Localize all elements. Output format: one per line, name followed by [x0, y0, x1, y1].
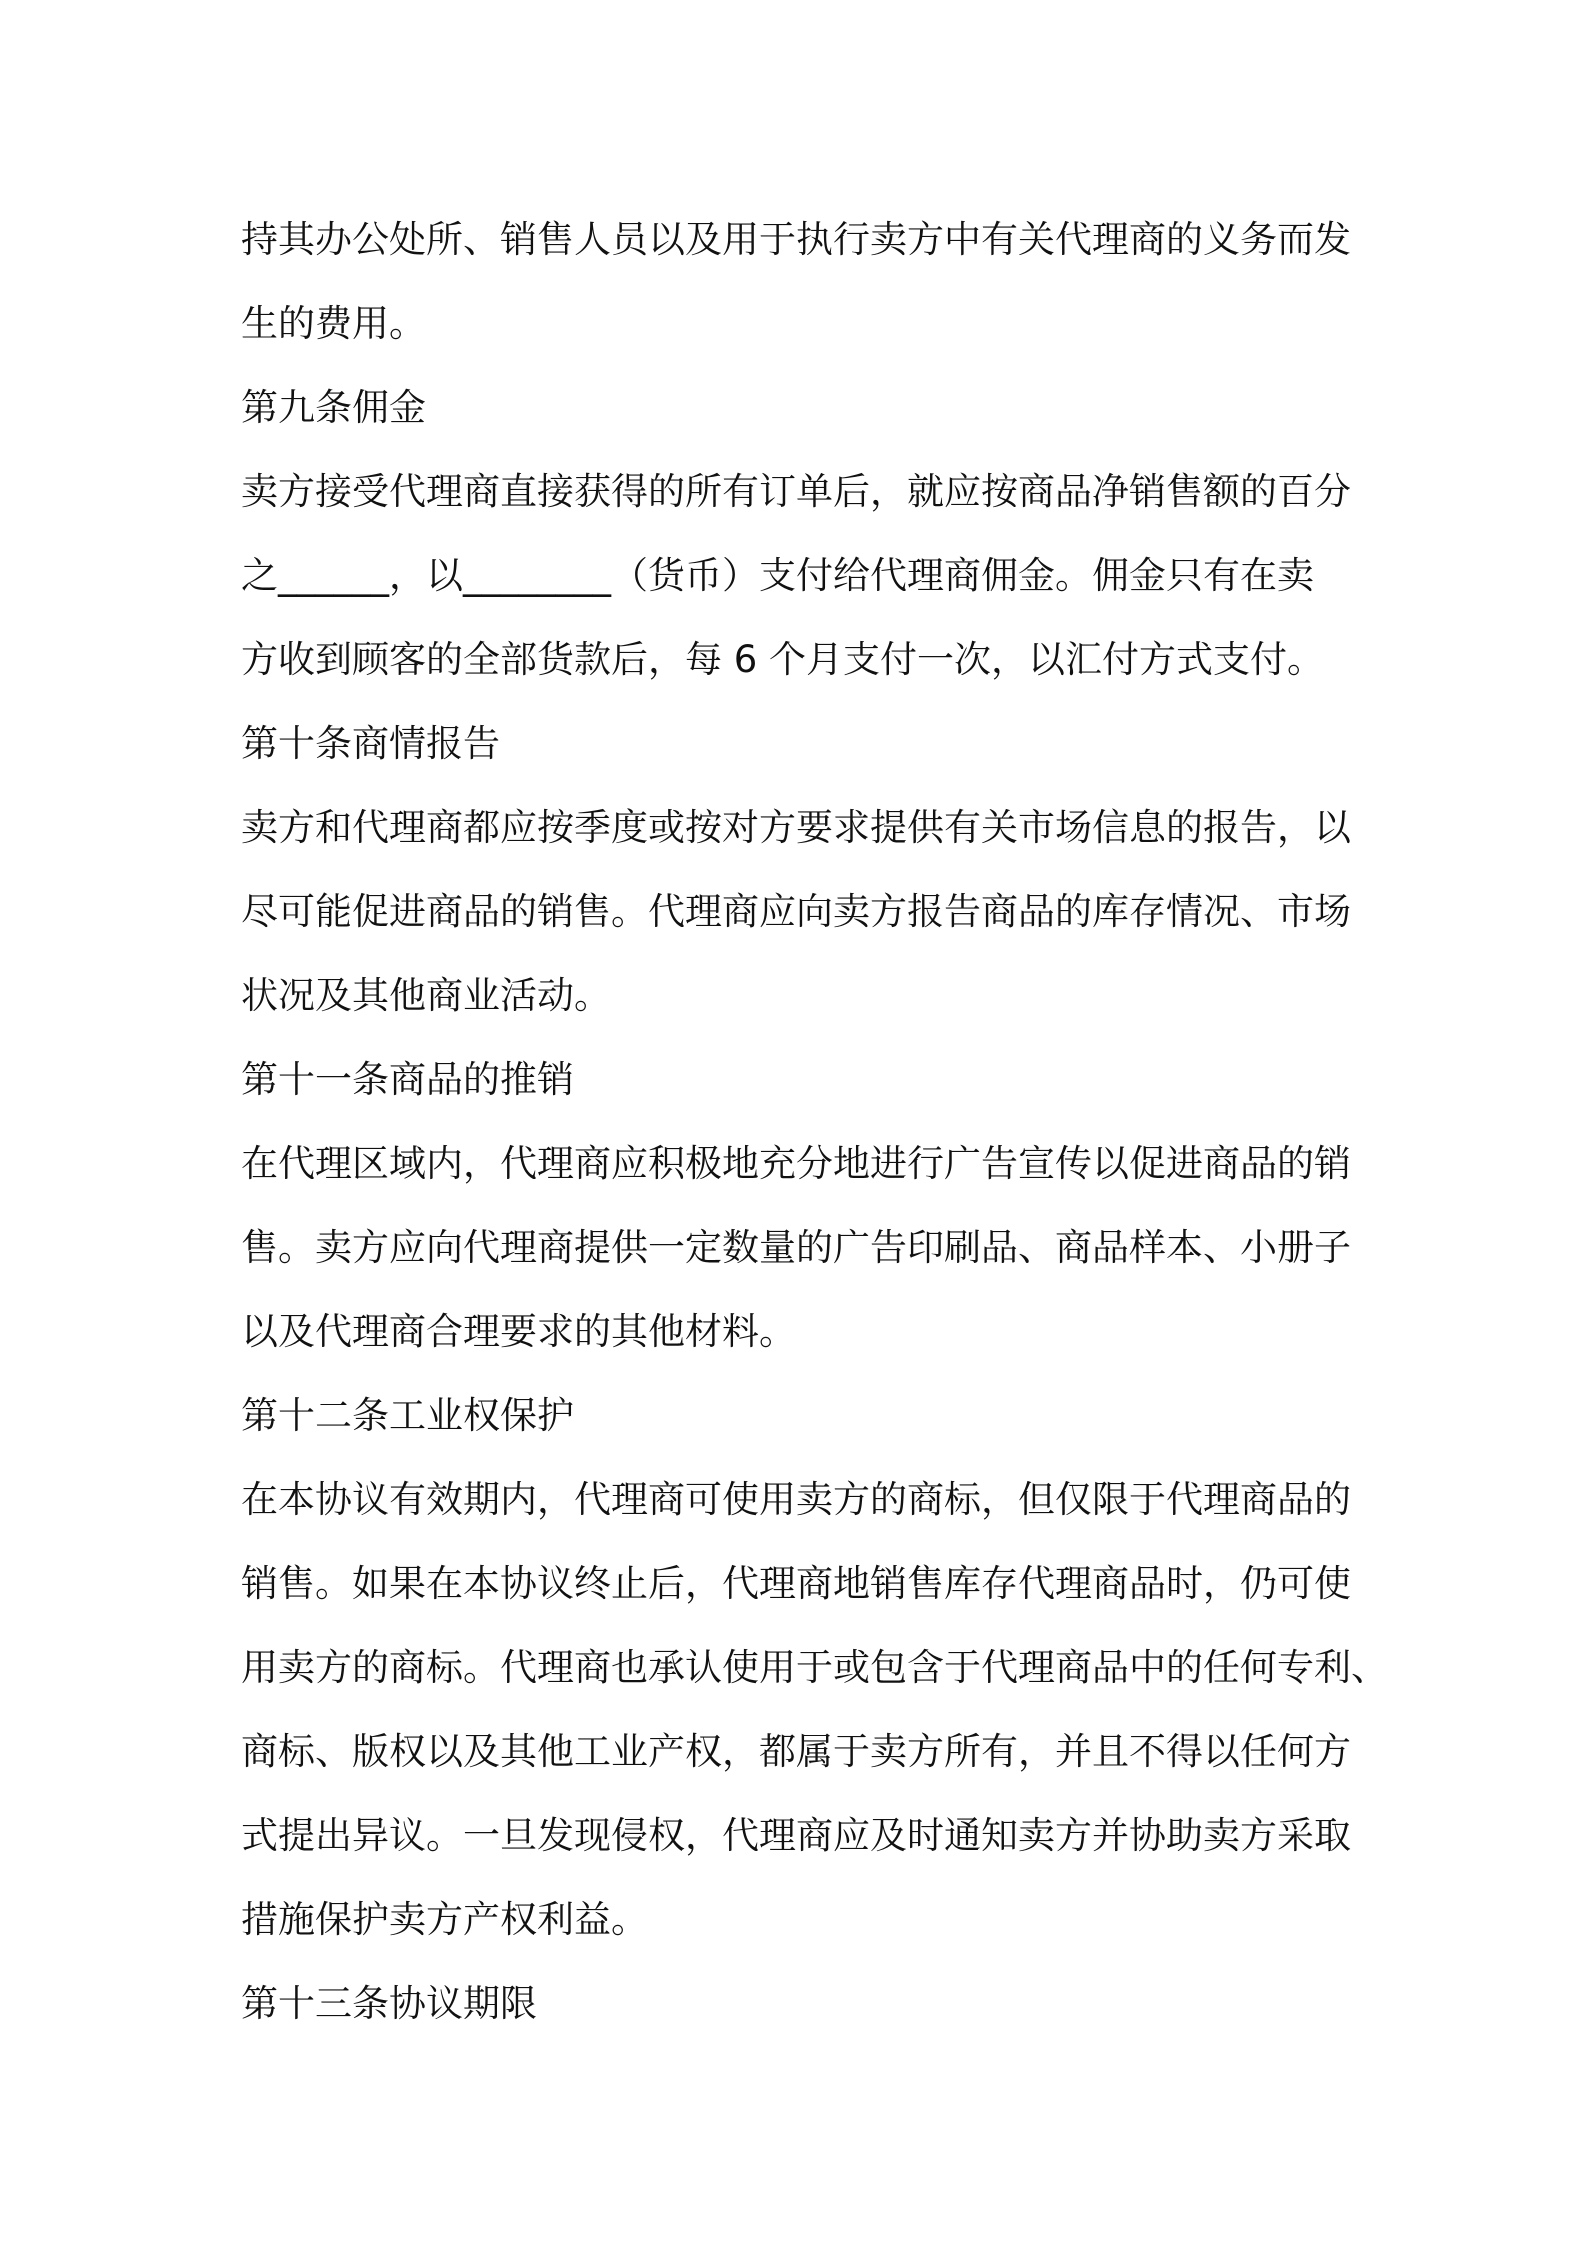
article-13-heading: 第十三条协议期限	[241, 1982, 537, 2025]
article-9-heading: 第九条佣金	[241, 386, 426, 429]
paragraph-line: 在代理区域内，代理商应积极地充分地进行广告宣传以促进商品的销	[241, 1142, 1351, 1185]
paragraph-line: 卖方接受代理商直接获得的所有订单后，就应按商品净销售额的百分	[241, 470, 1351, 513]
paragraph-line: 在本协议有效期内，代理商可使用卖方的商标，但仅限于代理商品的	[241, 1478, 1351, 1521]
intro-paragraph	[241, 198, 1366, 366]
article-12-heading: 第十二条工业权保护	[241, 1394, 574, 1437]
paragraph-line: 销售。如果在本协议终止后，代理商地销售库存代理商品时，仍可使	[241, 1562, 1351, 1605]
paragraph-line: 措施保护卖方产权利益。	[241, 1898, 648, 1941]
paragraph-line: 用卖方的商标。代理商也承认使用于或包含于代理商品中的任何专利、	[241, 1646, 1388, 1689]
paragraph-line: 卖方和代理商都应按季度或按对方要求提供有关市场信息的报告，以	[241, 806, 1351, 849]
document-body	[241, 198, 1388, 2046]
paragraph-line: 售。卖方应向代理商提供一定数量的广告印刷品、商品样本、小册子	[241, 1226, 1351, 1269]
article-11-paragraph	[241, 1122, 1366, 1374]
paragraph-line: 方收到顾客的全部货款后，每 6 个月支付一次，以汇付方式支付。	[241, 638, 1325, 681]
article-10-heading: 第十条商情报告	[241, 722, 500, 765]
article-10-paragraph	[241, 786, 1366, 1038]
article-9-paragraph	[241, 450, 1366, 702]
paragraph-line: 之______，以________（货币）支付给代理商佣金。佣金只有在卖	[241, 554, 1314, 597]
paragraph-line: 以及代理商合理要求的其他材料。	[241, 1310, 796, 1353]
article-12-paragraph	[241, 1458, 1388, 1962]
paragraph-line: 生的费用。	[241, 302, 426, 345]
paragraph-line: 状况及其他商业活动。	[241, 974, 611, 1017]
paragraph-line: 商标、版权以及其他工业产权，都属于卖方所有，并且不得以任何方	[241, 1730, 1351, 1773]
paragraph-line: 尽可能促进商品的销售。代理商应向卖方报告商品的库存情况、市场	[241, 890, 1351, 933]
article-11-heading: 第十一条商品的推销	[241, 1058, 574, 1101]
paragraph-line: 持其办公处所、销售人员以及用于执行卖方中有关代理商的义务而发	[241, 218, 1351, 261]
paragraph-line: 式提出异议。一旦发现侵权，代理商应及时通知卖方并协助卖方采取	[241, 1814, 1351, 1857]
